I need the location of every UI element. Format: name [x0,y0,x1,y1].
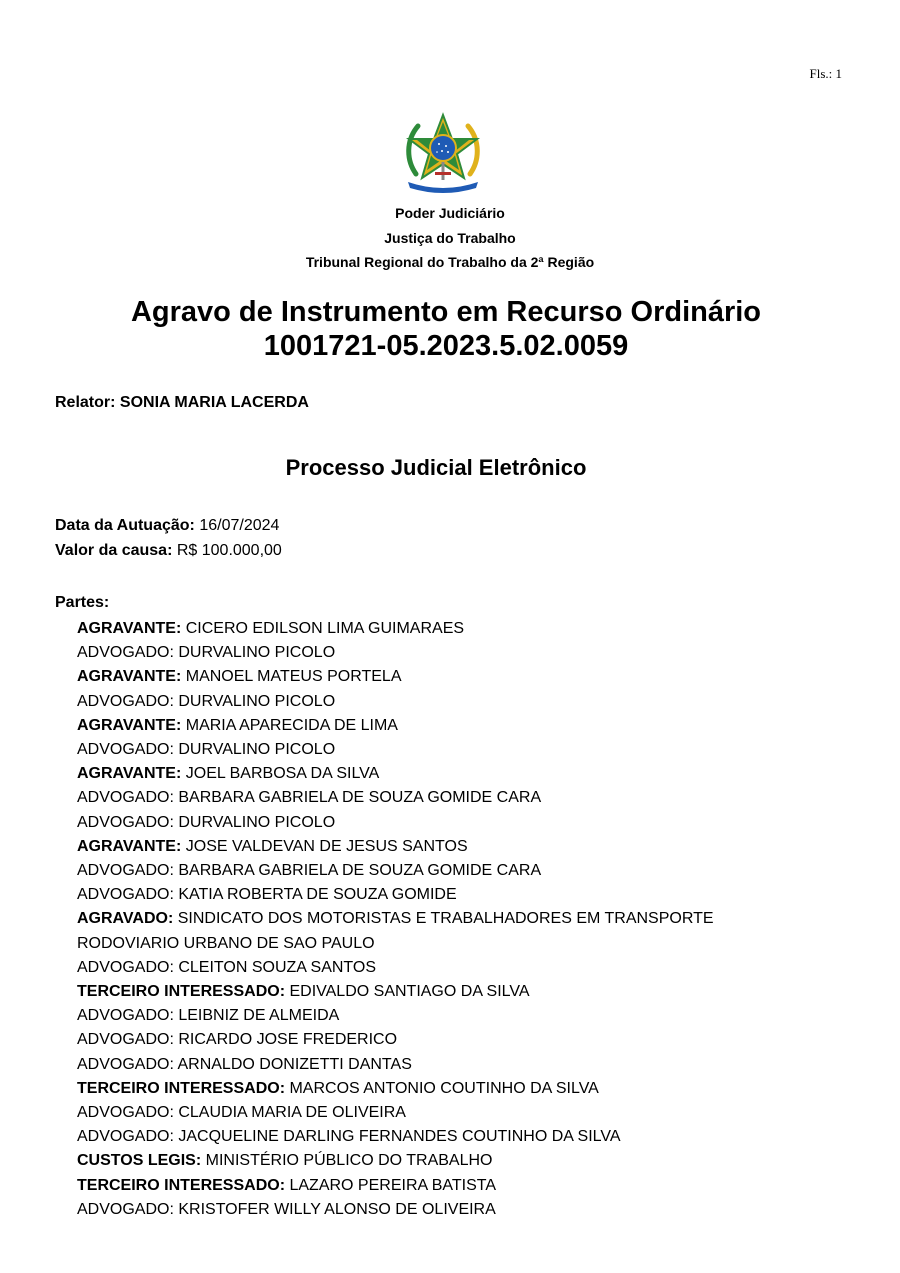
parte-role: AGRAVADO: [77,910,174,928]
data-autuacao [55,514,282,539]
parte-item [77,956,857,980]
parte-name: SINDICATO DOS MOTORISTAS E TRABALHADORES EM TRANSPORTE [177,910,714,928]
parte-item [77,1077,857,1101]
title-line-procedure: Agravo de Instrumento em Recurso Ordinário [130,296,762,328]
parte-name: EDIVALDO SANTIAGO DA SILVA [289,983,530,1001]
parte-name: MARIA APARECIDA DE LIMA [185,716,398,734]
parte-name: ADVOGADO: LEIBNIZ DE ALMEIDA [77,1007,340,1025]
parte-role: AGRAVANTE: [77,620,182,637]
parte-item [77,714,857,738]
parte-name: ADVOGADO: JACQUELINE DARLING FERNANDES COUTINHO DA SILVA [77,1128,621,1146]
parte-item [77,835,857,859]
parte-name: ADVOGADO: DURVALINO PICOLO [77,692,336,710]
parte-name: JOSE VALDEVAN DE JESUS SANTOS [185,837,468,855]
parte-role: AGRAVANTE: [77,716,182,734]
parte-item [77,1004,857,1028]
parte-name: MINISTÉRIO PÚBLICO DO TRABALHO [205,1152,493,1170]
parte-item [77,811,857,835]
case-meta [55,514,282,563]
parte-name: ADVOGADO: ARNALDO DONIZETTI DANTAS [77,1055,412,1073]
parte-name: ADVOGADO: CLEITON SOUZA SANTOS [77,958,377,976]
parte-item [77,690,857,714]
parte-name: ADVOGADO: RICARDO JOSE FREDERICO [77,1031,398,1049]
data-autuacao-label: Data da Autuação: [55,517,195,534]
parte-item [77,907,857,931]
parte-name: ADVOGADO: DURVALINO PICOLO [77,741,336,759]
parte-item [77,665,857,689]
parte-name: ADVOGADO: BARBARA GABRIELA DE SOUZA GOMIDE CARA [77,789,542,807]
parte-item [77,859,857,883]
header-line-tribunal: Tribunal Regional do Trabalho da 2ª Região [305,254,595,270]
parte-name: CICERO EDILSON LIMA GUIMARAES [185,620,465,637]
parte-name: ADVOGADO: KRISTOFER WILLY ALONSO DE OLIVEIRA [77,1200,496,1218]
brazil-coat-of-arms-icon [402,112,484,194]
parte-item [77,1028,857,1052]
subtitle: Processo Judicial Eletrônico [285,455,587,480]
partes-list [77,617,857,1222]
parte-name: MANOEL MATEUS PORTELA [185,668,402,686]
header-line-poder: Poder Judiciário [395,205,505,221]
parte-item [77,1125,857,1149]
parte-name: RODOVIARIO URBANO DE SAO PAULO [77,934,375,952]
parte-item [77,738,857,762]
parte-item [77,762,857,786]
relator: Relator: SONIA MARIA LACERDA [55,394,309,411]
parte-role: TERCEIRO INTERESSADO: [77,983,286,1001]
parte-name: LAZARO PEREIRA BATISTA [289,1176,497,1194]
parte-name: ADVOGADO: CLAUDIA MARIA DE OLIVEIRA [77,1104,406,1122]
parte-role: AGRAVANTE: [77,765,182,783]
parte-item [77,641,857,665]
parte-name: ADVOGADO: KATIA ROBERTA DE SOUZA GOMIDE [77,886,457,904]
data-autuacao-value: 16/07/2024 [199,517,280,534]
parte-item [77,1149,857,1173]
valor-causa-label: Valor da causa: [55,541,173,559]
parte-name: ADVOGADO: DURVALINO PICOLO [77,644,336,662]
parte-role: CUSTOS LEGIS: [77,1152,202,1170]
parte-name: JOEL BARBOSA DA SILVA [185,765,380,783]
title-line-case-number: 1001721-05.2023.5.02.0059 [263,330,629,362]
header-line-justica: Justiça do Trabalho [384,229,516,246]
document-title [0,295,892,363]
parte-item [77,1198,857,1222]
parte-item [77,1101,857,1125]
page-number: Fls.: 1 [809,66,842,81]
parte-name: ADVOGADO: BARBARA GABRIELA DE SOUZA GOMIDE CARA [77,862,542,880]
parte-role: AGRAVANTE: [77,668,182,686]
parte-item [77,617,857,641]
valor-causa [55,539,282,564]
valor-causa-value: R$ 100.000,00 [176,541,282,559]
parte-role: TERCEIRO INTERESSADO: [77,1176,286,1194]
parte-item [77,1053,857,1077]
parte-item [77,1174,857,1198]
parte-item [77,786,857,810]
parte-item [77,932,857,956]
parte-name: MARCOS ANTONIO COUTINHO DA SILVA [289,1079,599,1097]
parte-item [77,883,857,907]
parte-item [77,980,857,1004]
institution-header [0,201,900,275]
parte-role: TERCEIRO INTERESSADO: [77,1079,286,1097]
parte-name: ADVOGADO: DURVALINO PICOLO [77,813,336,831]
parte-role: AGRAVANTE: [77,837,182,855]
partes-label: Partes: [55,594,110,611]
